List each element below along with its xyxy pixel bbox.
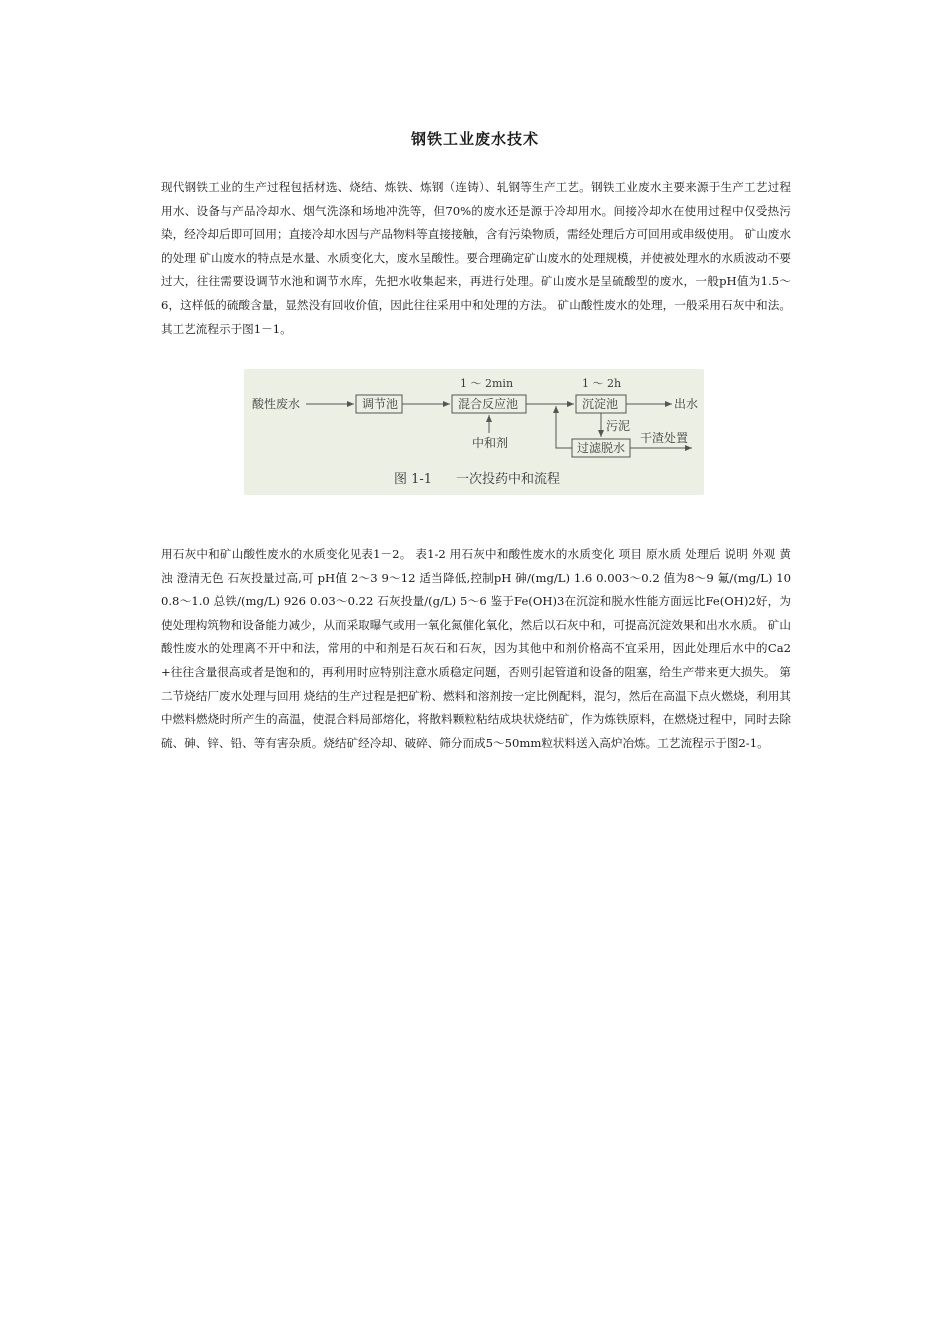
box-chendian: 沉淀池 <box>582 397 619 411</box>
document-title: 钢铁工业废水技术 <box>410 130 539 148</box>
input-label: 酸性废水 <box>252 397 301 411</box>
box-guolv: 过滤脱水 <box>577 441 626 455</box>
figure-caption-number: 图 1-1 <box>394 472 433 487</box>
output-water: 出水 <box>674 397 699 411</box>
paragraph-lime-neutralization: 用石灰中和矿山酸性废水的水质变化见表1－2。 表1-2 用石灰中和酸性废水的水质变化 项目 原水质 处理后 说明 外观 黄浊 澄清无色 石灰投量过高,可 pH值 2～3 9～12 适当降低,控制pH 砷/(mg/L) 1.6 0.003～0.2 值为8～9 氟/(mg/L) 10 0.8～1.0 总铁/(mg/L) 926 0.03～0.22 石灰投量/(g/L) 5～6 鉴于Fe(OH)3在沉淀和脱水性能方面远比Fe(OH)2好，为使处理构筑物和设备能力减少，从而采取曝气或用一氧化氮催化氧化，然后以石灰中和，可提高沉淀效果和出水水质。 矿山酸性废水的处理离不开中和法，常用的中和剂是石灰石和石灰，因为其他中和剂价格高不宜采用，因此处理后水中的Ca2+往往含量很高或者是饱和的，再利用时应特别注意水质稳定问题，否则引起管道和设备的阻塞，给生产带来更大损失。 第二节烧结厂废水处理与回用 烧结的生产过程是把矿粉、燃料和溶剂按一定比例配料，混匀，然后在高温下点火燃烧，利用其中燃料燃烧时所产生的高温，使混合料局部熔化，将散料颗粒粘结成块状烧结矿，作为炼铁原料，在燃烧过程中，同时去除硫、砷、锌、铅、等有害杂质。烧结矿经冷却、破碎、筛分而成5～50mm粒状料送入高炉冶炼。工艺流程示于图2-1。 <box>161 547 791 750</box>
output-sludge: 干渣处置 <box>640 431 689 445</box>
arrow-return-filtrate <box>556 406 572 448</box>
time-chendian: 1 ～ 2h <box>582 377 622 390</box>
process-flow-diagram <box>244 369 704 495</box>
label-zhonghe: 中和剂 <box>472 436 509 450</box>
figure-caption-text: 一次投药中和流程 <box>456 472 561 487</box>
box-hunhe: 混合反应池 <box>458 397 519 411</box>
label-wuni: 污泥 <box>606 419 631 433</box>
box-tiaojie: 调节池 <box>362 397 399 411</box>
time-hunhe: 1 ～ 2min <box>460 377 514 390</box>
process-flow-figure <box>244 369 704 495</box>
paragraph-intro: 现代钢铁工业的生产过程包括材选、烧结、炼铁、炼钢（连铸）、轧钢等生产工艺。钢铁工业废水主要来源于生产工艺过程用水、设备与产品冷却水、烟气洗涤和场地冲洗等，但70%的废水还是源于冷却用水。间接冷却水在使用过程中仅受热污染，经冷却后即可回用；直接冷却水因与产品物料等直接接触，含有污染物质，需经处理后方可回用或串级使用。 矿山废水的处理 矿山废水的特点是水量、水质变化大，废水呈酸性。要合理确定矿山废水的处理规模，并使被处理水的水质波动不要过大，往往需要设调节水池和调节水库，先把水收集起来，再进行处理。矿山废水是呈硫酸型的废水，一般pH值为1.5～6，这样低的硫酸含量，显然没有回收价值，因此往往采用中和处理的方法。 矿山酸性废水的处理，一般采用石灰中和法。其工艺流程示于图1－1。 <box>161 180 791 336</box>
